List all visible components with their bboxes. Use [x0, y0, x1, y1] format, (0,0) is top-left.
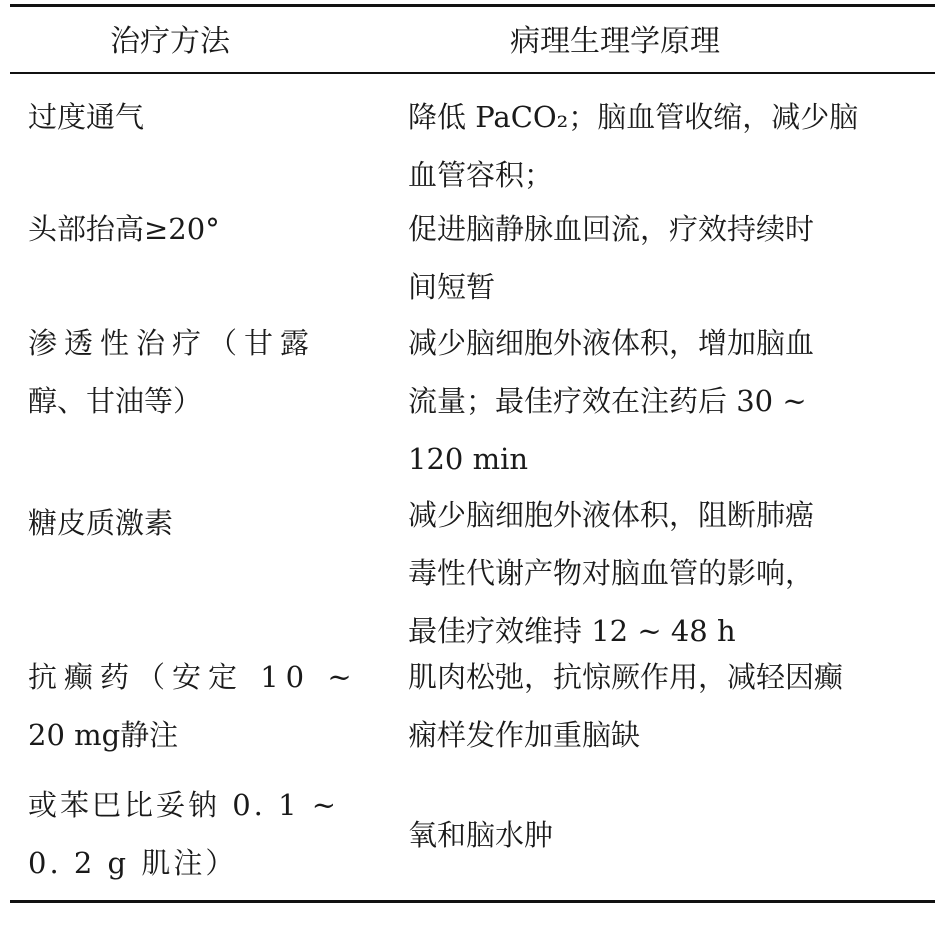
principle-line: 促进脑静脉血回流，疗效持续时	[408, 212, 815, 246]
method-line: 头部抬高≥20°	[28, 212, 220, 246]
table-row-3-method	[28, 314, 358, 430]
table-row-4-method	[28, 494, 358, 552]
treatment-table	[10, 4, 935, 906]
table-row-4-principle	[408, 486, 908, 660]
header-principle: 病理生理学原理	[510, 24, 720, 59]
principle-line: 降低 PaCO₂；脑血管收缩，减少脑	[408, 100, 859, 134]
table-row-5-principle	[408, 648, 908, 764]
principle-line: 肌肉松弛，抗惊厥作用，减轻因癫	[408, 660, 844, 694]
principle-line: 120 min	[408, 442, 529, 476]
table-row-5-method	[28, 648, 358, 764]
table-row-6-method	[28, 776, 358, 892]
table-top-rule	[10, 4, 935, 7]
principle-line: 减少脑细胞外液体积，阻断肺癌	[408, 498, 815, 532]
method-line: 20 mg静注	[28, 718, 179, 752]
table-row-6-principle	[408, 806, 908, 864]
principle-line: 氧和脑水肿	[408, 818, 554, 852]
method-line: 醇、甘油等）	[28, 384, 203, 418]
method-line: 糖皮质激素	[28, 506, 174, 540]
table-header-rule	[10, 72, 935, 74]
table-row-2-method	[28, 200, 358, 258]
principle-line: 毒性代谢产物对脑血管的影响，	[408, 556, 815, 590]
principle-line: 减少脑细胞外液体积，增加脑血	[408, 326, 815, 360]
table-row-1-principle	[408, 88, 908, 204]
principle-line: 痫样发作加重脑缺	[408, 718, 641, 752]
principle-line: 血管容积；	[408, 158, 554, 192]
principle-line: 流量；最佳疗效在注药后 30 ~	[408, 384, 807, 418]
principle-line: 最佳疗效维持 12 ~ 48 h	[408, 614, 736, 648]
method-line: 过度通气	[28, 100, 145, 134]
header-method: 治疗方法	[110, 24, 230, 59]
method-line: 0. 2 g 肌注）	[28, 846, 238, 880]
table-bottom-rule	[10, 900, 935, 903]
table-row-2-principle	[408, 200, 908, 316]
table-row-3-principle	[408, 314, 908, 488]
principle-line: 间短暂	[408, 270, 496, 304]
method-line: 或苯巴比妥钠 0. 1 ~	[28, 788, 340, 822]
table-row-1-method	[28, 88, 358, 146]
method-line: 抗癫药（安定 10 ~	[28, 660, 359, 694]
method-line: 渗透性治疗（甘露	[28, 326, 317, 360]
